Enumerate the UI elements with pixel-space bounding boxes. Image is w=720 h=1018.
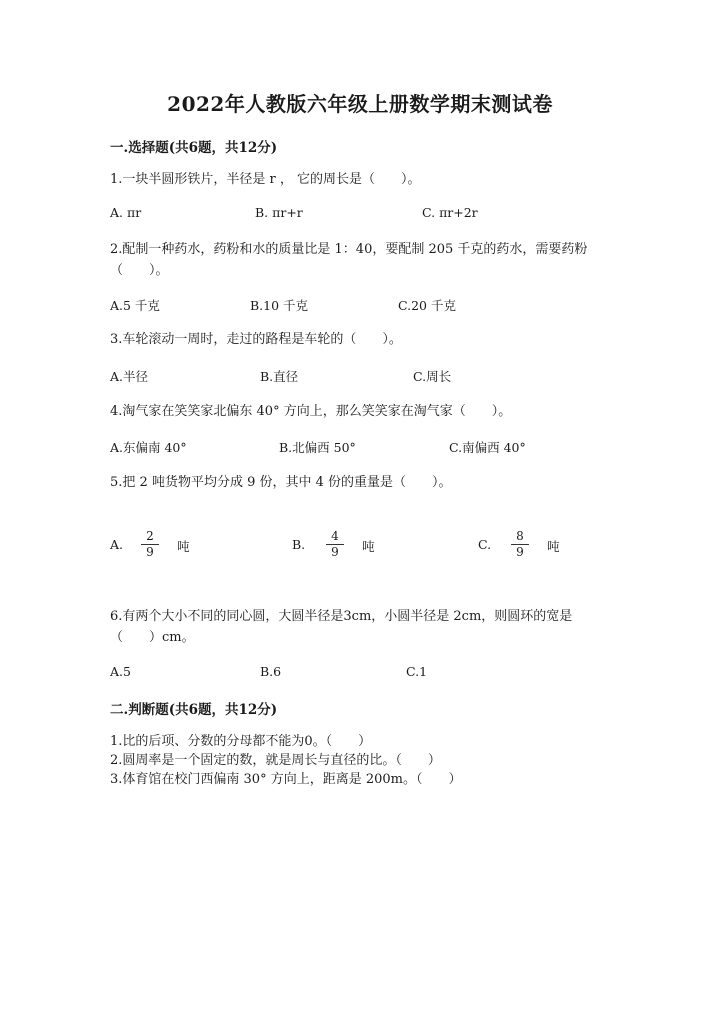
page-title: 2022年人教版六年级上册数学期末测试卷 — [167, 92, 553, 116]
fraction-denominator: 9 — [331, 545, 339, 559]
fraction-denominator: 9 — [146, 545, 154, 559]
judgment-question-2: 2.圆周率是一个固定的数，就是周长与直径的比。（ ） — [110, 753, 441, 768]
q6-option-a[interactable]: A.5 — [110, 664, 131, 679]
section-heading-choice: 一.选择题(共6题，共12分) — [110, 140, 278, 156]
q6-option-b[interactable]: B.6 — [260, 664, 282, 679]
q5-option-a-fraction — [141, 530, 159, 559]
q5-option-b-fraction — [326, 530, 344, 559]
q5-option-a-unit: 吨 — [177, 539, 190, 554]
q3-option-b[interactable]: B.直径 — [260, 369, 299, 384]
fraction-numerator: 2 — [141, 530, 159, 545]
question-4: 4.淘气家在笑笑家北偏东 40° 方向上，那么笑笑家在淘气家（ ）。 — [110, 404, 512, 419]
q2-option-a[interactable]: A.5 千克 — [110, 298, 160, 313]
q4-option-a[interactable]: A.东偏南 40° — [110, 440, 187, 455]
q5-option-c-unit: 吨 — [547, 539, 560, 554]
q3-option-c[interactable]: C.周长 — [413, 369, 452, 384]
fraction-numerator: 4 — [326, 530, 344, 545]
question-2: 2.配制一种药水，药粉和水的质量比是 1：40，要配制 205 千克的药水，需要药粉（ ）。 — [110, 242, 588, 278]
q5-option-b-label[interactable]: B. — [292, 537, 306, 552]
q3-option-a[interactable]: A.半径 — [110, 369, 149, 384]
fraction-numerator: 8 — [511, 530, 529, 545]
q2-option-b[interactable]: B.10 千克 — [250, 298, 309, 313]
q5-option-a-label[interactable]: A. — [110, 537, 124, 552]
fraction-denominator: 9 — [516, 545, 524, 559]
q1-option-b[interactable]: B. πr+r — [255, 205, 303, 220]
q2-option-c[interactable]: C.20 千克 — [398, 298, 456, 313]
q4-option-c[interactable]: C.南偏西 40° — [449, 440, 526, 455]
q5-option-c-label[interactable]: C. — [478, 537, 492, 552]
question-3: 3.车轮滚动一周时，走过的路程是车轮的（ ）。 — [110, 332, 402, 347]
question-5: 5.把 2 吨货物平均分成 9 份，其中 4 份的重量是（ ）。 — [110, 475, 452, 490]
question-6: 6.有两个大小不同的同心圆，大圆半径是3cm，小圆半径是 2cm，则圆环的宽是（ ）cm。 — [110, 609, 573, 645]
question-1: 1.一块半圆形铁片，半径是 r ， 它的周长是（ ）。 — [110, 172, 421, 187]
q6-option-c[interactable]: C.1 — [406, 664, 428, 679]
section-heading-judgment: 二.判断题(共6题，共12分) — [110, 702, 278, 718]
judgment-question-1: 1.比的后项、分数的分母都不能为0。（ ） — [110, 734, 372, 749]
judgment-question-3: 3.体育馆在校门西偏南 30° 方向上，距离是 200m。（ ） — [110, 772, 462, 787]
q4-option-b[interactable]: B.北偏西 50° — [279, 440, 356, 455]
q1-option-c[interactable]: C. πr+2r — [422, 205, 478, 220]
q5-option-b-unit: 吨 — [362, 539, 375, 554]
q5-option-c-fraction — [511, 530, 529, 559]
q1-option-a[interactable]: A. πr — [110, 205, 142, 220]
